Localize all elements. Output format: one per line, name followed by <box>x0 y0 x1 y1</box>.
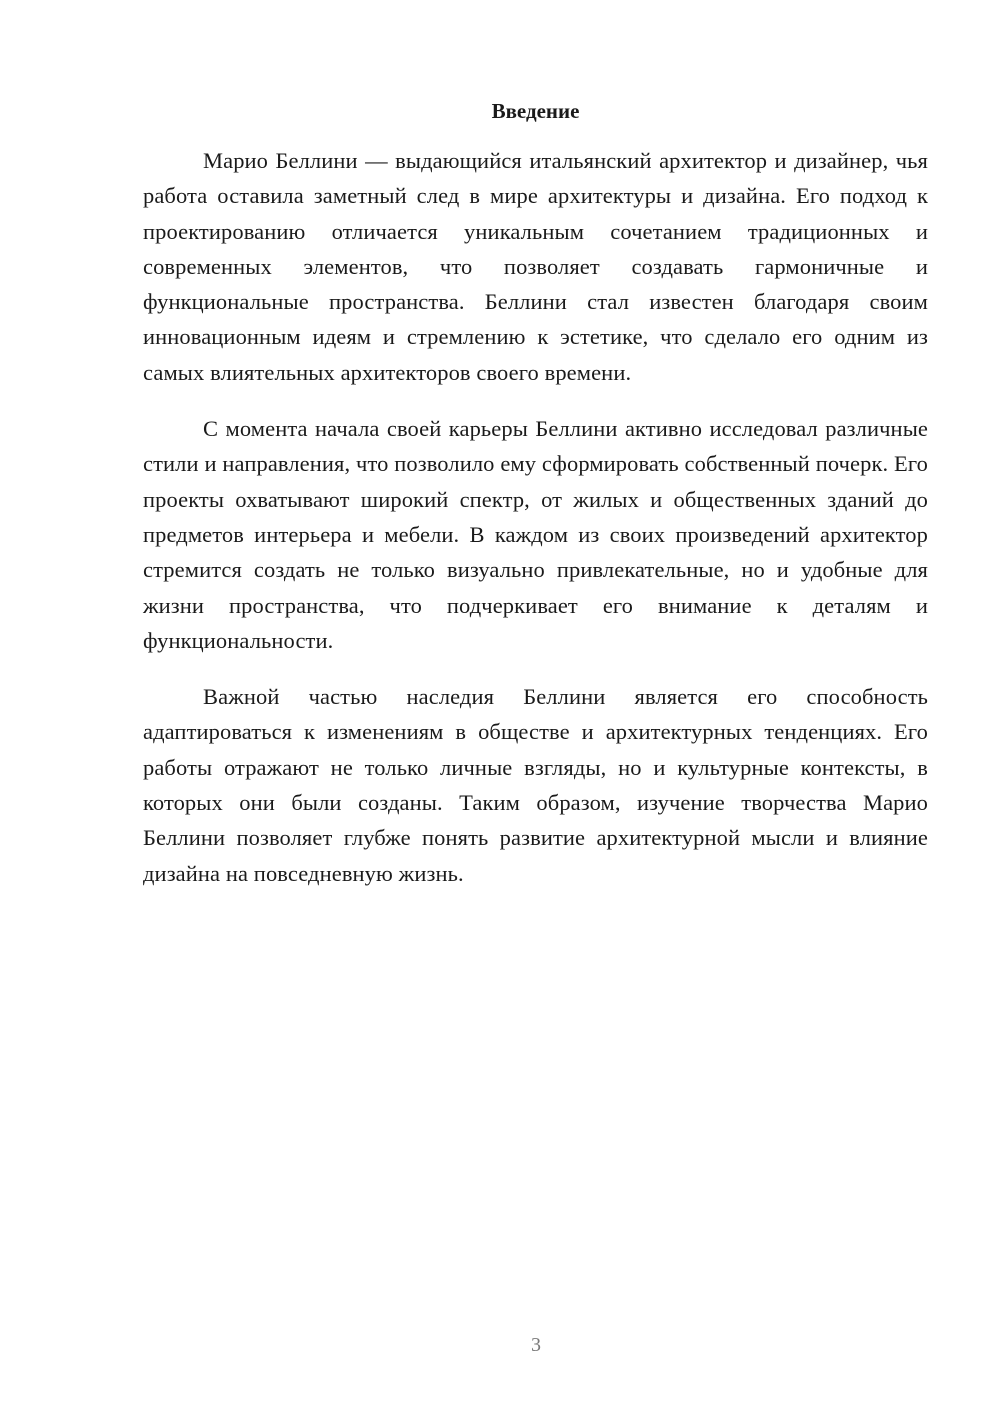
page-content <box>143 95 928 912</box>
paragraph-3: Важной частью наследия Беллини является его способность адаптироваться к изменениям в обществе и архитектурных тенденциях. Его работы отражают не только личные взгляды, но и культурные контексты, в которых они были созданы. Таким образом, изучение творчества Марио Беллини позволяет глубже понять развитие архитектурной мысли и влияние дизайна на повседневную жизнь. <box>143 684 928 886</box>
page-number: 3 <box>531 1334 541 1356</box>
page-title: Введение <box>491 99 580 123</box>
paragraph-1: Марио Беллини — выдающийся итальянский архитектор и дизайнер, чья работа оставила заметный след в мире архитектуры и дизайна. Его подход к проектированию отличается уникальным сочетанием традиционных и современных элементов, что позволяет создавать гармоничные и функциональные пространства. Беллини стал известен благодаря своим инновационным идеям и стремлению к эстетике, что сделало его одним из самых влиятельных архитекторов своего времени. <box>143 148 928 385</box>
paragraph-2: С момента начала своей карьеры Беллини активно исследовал различные стили и направления, что позволило ему сформировать собственный почерк. Его проекты охватывают широкий спектр, от жилых и общественных зданий до предметов интерьера и мебели. В каждом из своих произведений архитектор стремится создать не только визуально привлекательные, но и удобные для жизни пространства, что подчеркивает его внимание к деталям и функциональности. <box>143 416 928 653</box>
